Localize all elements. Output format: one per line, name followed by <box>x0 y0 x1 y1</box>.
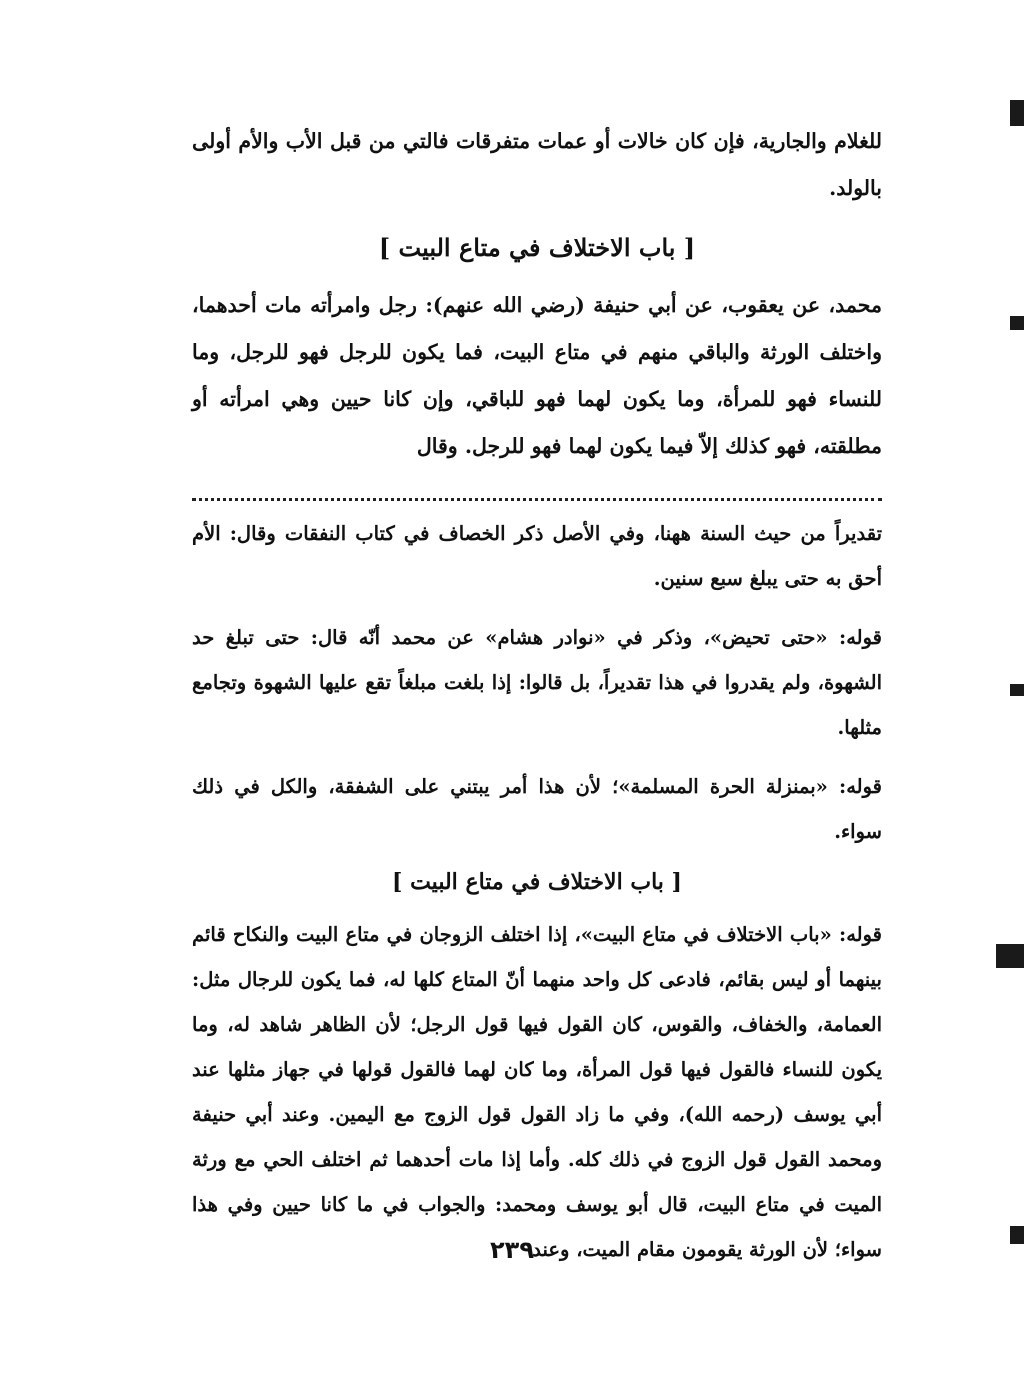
commentary-final-paragraph: قوله: «باب الاختلاف في متاع البيت»، إذا اختلف الزوجان في متاع البيت والنكاح قائم بينهما أو ليس بقائم، فادعى كل واحد منهما أنّ المتاع كلها له، فما يكون للرجال مثل: العمامة، والخفاف، والقوس، كان القول فيها قول الرجل؛ لأن الظاهر شاهد له، وما يكون للنساء فالقول فيها قول المرأة، وما كان لهما فالقول قولها في جهاز مثلها عند أبي يوسف (رحمه الله)، وفي ما زاد القول قول الزوج مع اليمين. وعند أبي حنيفة ومحمد القول قول الزوج في ذلك كله. وأما إذا مات أحدهما ثم اختلف الحي مع ورثة الميت في متاع البيت، قال أبو يوسف ومحمد: والجواب في ما كانا حيين وفي هذا سواء؛ لأن الورثة يقومون مقام الميت، وعند <box>192 923 882 1261</box>
commentary-paragraph: قوله: «حتى تحيض»، وذكر في «نوادر هشام» عن محمد أنّه قال: حتى تبلغ حد الشهوة، ولم يقدروا في هذا تقديراً، بل قالوا: إذا بلغت مبلغاً تقع عليها الشهوة وتجامع مثلها. <box>192 626 882 739</box>
scan-edge-mark <box>1010 684 1024 696</box>
footnote-separator <box>192 498 882 501</box>
scan-edge-mark <box>1010 1226 1024 1244</box>
scan-edge-mark <box>1010 100 1024 126</box>
commentary-paragraph: قوله: «بمنزلة الحرة المسلمة»؛ لأن هذا أمر يبتني على الشفقة، والكل في ذلك سواء. <box>192 775 882 843</box>
main-paragraph: محمد، عن يعقوب، عن أبي حنيفة (رضي الله عنهم): رجل وامرأته مات أحدهما، واختلف الورثة والباقي منهم في متاع البيت، فما يكون للرجل فهو للرجل، وما للنساء فهو للمرأة، وما يكون لهما فهو للباقي، وإن كانا حيين وهي امرأته أو مطلقته، فهو كذلك إلاّ فيما يكون لهما فهو للرجل. وقال <box>192 293 882 458</box>
section-heading: [ باب الاختلاف في متاع البيت ] <box>378 233 696 262</box>
commentary-paragraph: تقديراً من حيث السنة ههنا، وفي الأصل ذكر الخصاف في كتاب النفقات وقال: الأم أحق به حتى يبلغ سبع سنين. <box>192 522 882 590</box>
page-number: ٢٣٩ <box>490 1236 534 1264</box>
document-page <box>192 118 882 1272</box>
scan-edge-mark <box>1010 316 1024 330</box>
scan-edge-mark <box>996 944 1024 968</box>
commentary-block <box>192 511 882 1272</box>
top-paragraph: للغلام والجارية، فإن كان خالات أو عمات متفرقات فالتي من قبل الأب والأم أولى بالولد. <box>192 129 882 200</box>
commentary-heading: [ باب الاختلاف في متاع البيت ] <box>392 869 682 895</box>
